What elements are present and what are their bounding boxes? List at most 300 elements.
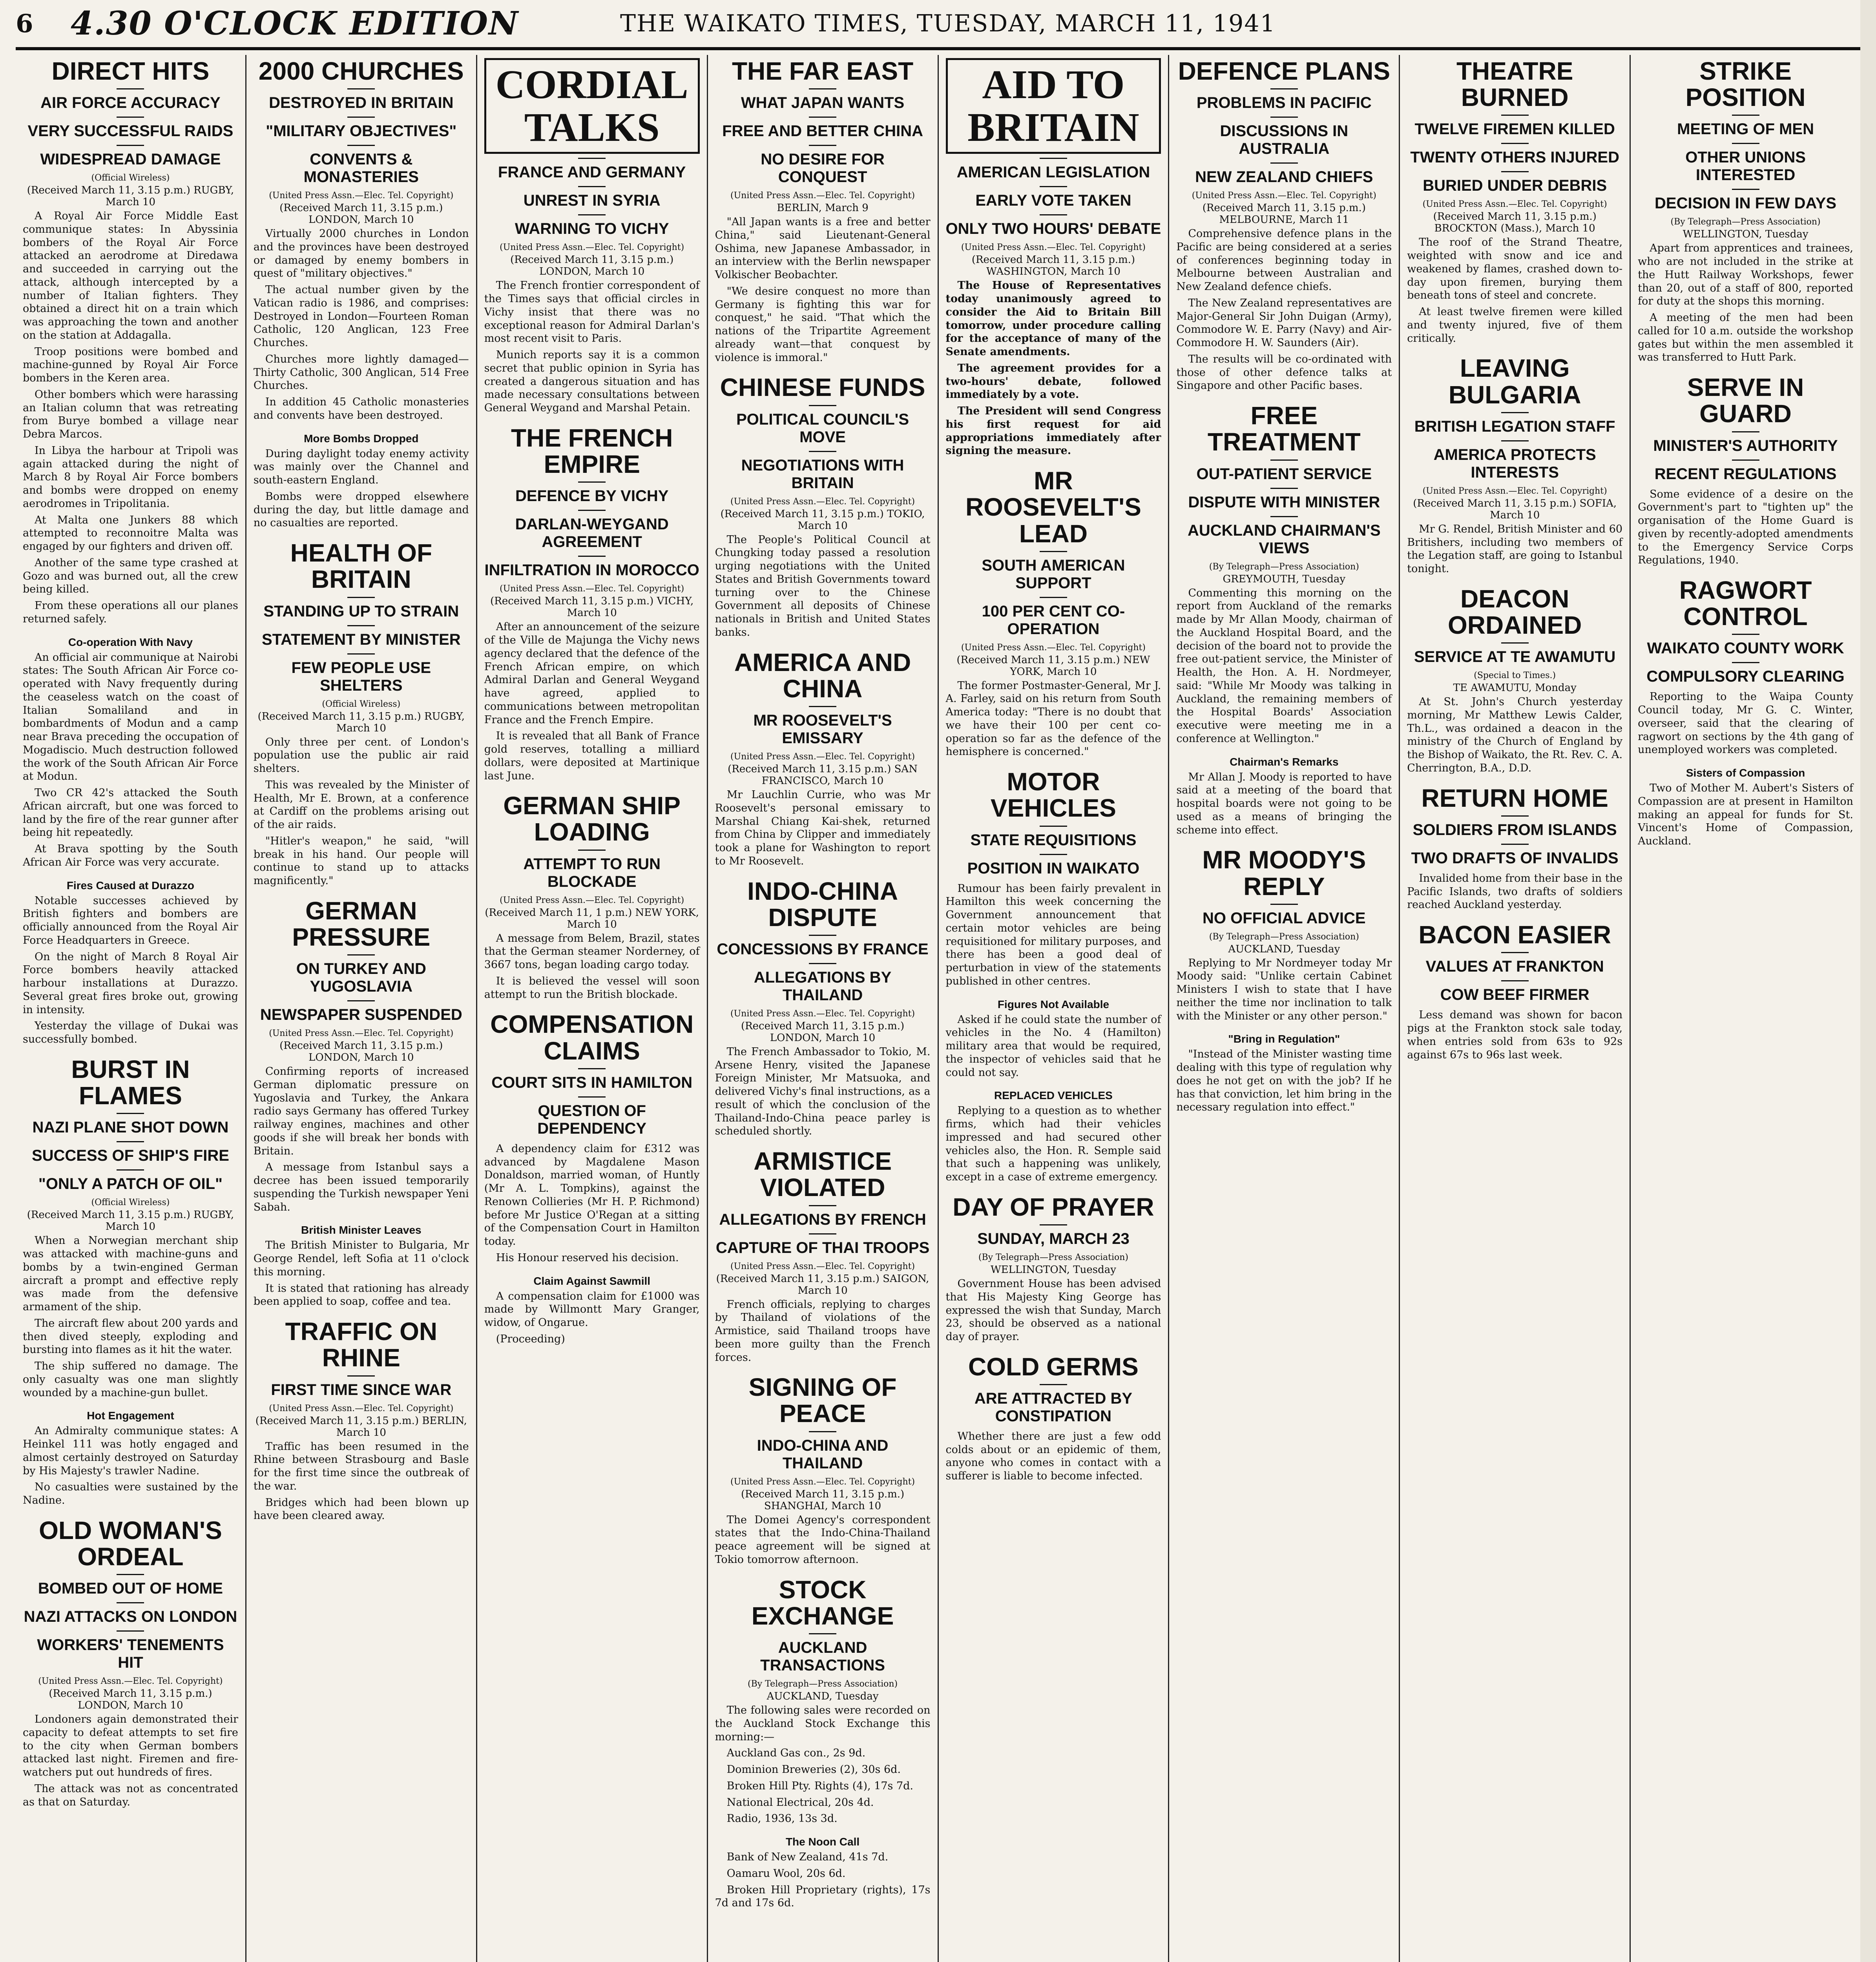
deck-headline: EARLY VOTE TAKEN — [975, 192, 1131, 210]
dateline: (Received March 11, 3.15 p.m.) BERLIN, March 10 — [255, 1415, 467, 1439]
dateline: (Received March 11, 3.15 p.m.) WASHINGTON, March 10 — [971, 254, 1135, 278]
paragraph: Churches more lightly damaged—Thirty Catholic, 300 Anglican, 514 Free Churches. — [253, 353, 469, 392]
paragraph: A meeting of the men had been called for 10 a.m. outside the workshop gates but within the men assembled it was transferred to Hutt Park. — [1638, 312, 1853, 364]
deck-rule — [1501, 412, 1529, 413]
deck-rule — [578, 158, 606, 159]
deck-headline: NO OFFICIAL ADVICE — [1203, 909, 1366, 927]
deck-rule — [578, 186, 606, 187]
wire-credit: (Special to Times.) — [1474, 671, 1556, 681]
paragraph: Munich reports say it is a common secret that public opinion in Syria has created a dangerous situation and has made necessary consultations between General Weygand and Marshal Petain. — [484, 349, 700, 414]
wire-credit: (Official Wireless) — [322, 699, 401, 709]
deck-headline: 100 PER CENT CO-OPERATION — [982, 602, 1125, 638]
story-section — [484, 1275, 700, 1346]
story — [1407, 586, 1622, 775]
deck-headline: CONCESSIONS BY FRANCE — [717, 940, 929, 958]
deck-headline: NEW ZEALAND CHIEFS — [1195, 168, 1373, 186]
deck-headline: NEGOTIATIONS WITH BRITAIN — [741, 456, 904, 492]
wire-credit: (United Press Assn.—Elec. Tel. Copyright) — [730, 1261, 915, 1271]
story-section — [946, 998, 1161, 1079]
deck-rule — [1040, 158, 1067, 159]
story-section — [254, 1224, 469, 1308]
wire-credit: (United Press Assn.—Elec. Tel. Copyright) — [730, 752, 915, 762]
column-8 — [1631, 55, 1860, 1962]
paragraph: This was revealed by the Minister of Health, Mr E. Brown, at a conference at Cardiff on the problems arising out of the air raids. — [253, 779, 469, 831]
dateline: (Received March 11, 3.15 p.m.) TOKIO, March 10 — [720, 508, 925, 532]
paragraph: The following sales were recorded on the Auckland Stock Exchange this morning:— — [715, 1704, 931, 1743]
story — [1638, 577, 1853, 757]
wire-credit: (Official Wireless) — [91, 173, 170, 183]
headline: RAGWORT CONTROL — [1679, 576, 1812, 631]
deck-rule — [1732, 634, 1759, 635]
wire-credit: (United Press Assn.—Elec. Tel. Copyright) — [961, 243, 1146, 253]
deck-rule — [1270, 904, 1298, 905]
paragraph: It is revealed that all Bank of France gold reserves, totalling a milliard dollars, were deposited at Martinique last June. — [484, 730, 700, 782]
deck-headline: DISPUTE WITH MINISTER — [1188, 493, 1380, 511]
deck-rule — [1732, 115, 1759, 116]
wire-credit: (United Press Assn.—Elec. Tel. Copyright) — [500, 584, 684, 594]
deck-headline: SUCCESS OF SHIP'S FIRE — [31, 1147, 229, 1165]
column-7 — [1400, 55, 1631, 1962]
headline: LEAVING BULGARIA — [1448, 354, 1581, 409]
paragraph: The former Postmaster-General, Mr J. A. Farley, said on his return from South America today: "There is no doubt that we have their 100 per cent co-operation so far as the defence of the hemisphere is concerned." — [945, 679, 1161, 758]
paragraph: French officials, replying to charges by Thailand of violations of the Armistice, said Thailand troops have been more guilty than the French forces. — [715, 1298, 931, 1364]
headline: THE FAR EAST — [732, 57, 914, 85]
deck-headline: STATE REQUISITIONS — [970, 831, 1137, 849]
story — [254, 58, 469, 422]
paragraph: Government House has been advised that His Majesty King George has expressed the wish that Sunday, March 23, should be observed as a national day of prayer. — [945, 1278, 1161, 1343]
deck-rule — [347, 88, 375, 89]
dateline: (Received March 11, 3.15 p.m.) LONDON, March 10 — [510, 254, 674, 278]
story-section — [1176, 1033, 1392, 1114]
deck-rule — [1501, 642, 1529, 644]
paragraph: After an announcement of the seizure of the Ville de Majunga the Vichy news agency declared that the defence of the French African empire, on which Admiral Darlan and General Weygand have agreed, applied to communications between metropolitan France and the French Empire. — [484, 621, 700, 726]
story — [715, 1148, 931, 1364]
paragraph: The actual number given by the Vatican radio is 1986, and comprises: Destroyed in London—Fourteen Roman Catholic, 120 Anglican, 123 Free Churches. — [253, 284, 469, 349]
wire-credit: (United Press Assn.—Elec. Tel. Copyright) — [730, 1008, 915, 1019]
deck-rule — [809, 963, 836, 964]
deck-headline: AMERICA PROTECTS INTERESTS — [1433, 446, 1596, 481]
headline: MOTOR VEHICLES — [990, 768, 1116, 822]
column-1 — [16, 55, 246, 1962]
deck-rule — [1501, 980, 1529, 981]
deck-rule — [578, 510, 606, 511]
paragraph: A compensation claim for £1000 was made by Willmontt Mary Granger, widow, of Ongarue. — [484, 1290, 700, 1329]
headline: DEFENCE PLANS — [1178, 57, 1391, 85]
deck-headline: DISCUSSIONS IN AUSTRALIA — [1220, 122, 1349, 158]
story — [1407, 58, 1622, 345]
paragraph: An official air communique at Nairobi states: The South African Air Force co-operated with Navy frequently during the ceaseless watch on the coast of Italian Somaliland and in bombardments of Modun and a camp near Brava preceding the occupation of Mogadiscio. Much destruction followed the work of the South African Air Force at Modun. — [23, 651, 238, 783]
dateline: (Received March 11, 3.15 p.m.) SOFIA, March 10 — [1413, 497, 1617, 521]
page-edge — [1860, 0, 1876, 1962]
deck-headline: STANDING UP TO STRAIN — [263, 602, 459, 620]
deck-headline: OUT-PATIENT SERVICE — [1196, 465, 1372, 483]
deck-rule — [809, 88, 836, 89]
deck-rule — [1270, 162, 1298, 164]
headline: FREE TREATMENT — [1207, 401, 1361, 456]
paragraph: A message from Istanbul says a decree has been issued temporarily suspending the Turkish newspaper Yeni Sabah. — [253, 1161, 469, 1213]
wire-credit: (By Telegraph—Press Association) — [1209, 562, 1359, 572]
dateline: (Received March 11, 3.15 p.m.) SAN FRANCISCO, March 10 — [728, 763, 918, 787]
deck-rule — [117, 1574, 144, 1575]
deck-headline: OTHER UNIONS INTERESTED — [1685, 149, 1806, 184]
deck-rule — [1040, 854, 1067, 855]
deck-headline: SOLDIERS FROM ISLANDS — [1412, 821, 1617, 839]
headline: BACON EASIER — [1418, 921, 1611, 949]
deck-headline: INDO-CHINA AND THAILAND — [757, 1437, 889, 1472]
deck-headline: FREE AND BETTER CHINA — [722, 122, 923, 140]
paragraph: "Instead of the Minister wasting time dealing with this type of regulation why does he not get on with the job? If he has that conviction, let him bring in the necessary regulation into effect." — [1176, 1048, 1392, 1114]
deck-headline: WHAT JAPAN WANTS — [741, 94, 905, 112]
deck-rule — [578, 1068, 606, 1069]
paragraph: Asked if he could state the number of vehicles in the No. 4 (Hamilton) military area that would be required, the inspector of vehicles said that he could not say. — [945, 1013, 1161, 1079]
paragraph: It is stated that rationing has already been applied to soap, coffee and tea. — [253, 1282, 469, 1308]
deck-rule — [578, 850, 606, 851]
paragraph: Invalided home from their base in the Pacific Islands, two drafts of soldiers reached Auckland yesterday. — [1407, 872, 1623, 911]
story — [484, 793, 700, 1001]
deck-rule — [578, 481, 606, 483]
paragraph: The ship suffered no damage. The only casualty was one man slightly wounded by a machine-gun bullet. — [23, 1360, 238, 1399]
paragraph: Virtually 2000 churches in London and the provinces have been destroyed or damaged by enemy bombers in quest of "military objectives." — [253, 228, 469, 280]
paragraph: Troop positions were bombed and machine-gunned by Royal Air Force bombers in the Keren area. — [23, 345, 238, 385]
paragraph: The New Zealand representatives are Major-General Sir John Duigan (Army), Commodore W. E. Parry (Navy) and Air-Commodore H. W. Saunders (Air). — [1176, 297, 1392, 349]
deck-rule — [117, 1630, 144, 1632]
paragraph: Oamaru Wool, 20s 6d. — [726, 1867, 846, 1880]
deck-rule — [809, 1233, 836, 1234]
headline: DAY OF PRAYER — [953, 1193, 1154, 1221]
deck-headline: "ONLY A PATCH OF OIL" — [38, 1175, 223, 1193]
paragraph: Bombs were dropped elsewhere during the day, but little damage and no casualties are reported. — [253, 490, 469, 529]
story — [946, 58, 1161, 458]
headline: DEACON ORDAINED — [1448, 584, 1582, 639]
deck-headline: FEW PEOPLE USE SHELTERS — [291, 659, 431, 694]
story-section — [1638, 767, 1853, 848]
deck-headline: BRITISH LEGATION STAFF — [1414, 418, 1615, 435]
headline: 2000 CHURCHES — [258, 57, 464, 85]
headline: COLD GERMS — [968, 1352, 1139, 1381]
story — [715, 1577, 931, 1825]
deck-headline: AUCKLAND TRANSACTIONS — [760, 1639, 885, 1674]
paragraph: Another of the same type crashed at Gozo and was burned out, all the crew being killed. — [23, 556, 238, 596]
paragraph: Mr G. Rendel, British Minister and 60 Britishers, including two members of the Legation staff, are going to Istanbul tonight. — [1407, 523, 1623, 575]
paragraph: The Domei Agency's correspondent states that the Indo-China-Thailand peace agreement will be signed at Tokio tomorrow afternoon. — [715, 1513, 931, 1566]
story-section — [715, 1836, 931, 1910]
headline: DIRECT HITS — [51, 57, 210, 85]
deck-rule — [1501, 815, 1529, 817]
wire-credit: (United Press Assn.—Elec. Tel. Copyright) — [730, 191, 915, 201]
headline: GERMAN PRESSURE — [292, 896, 431, 951]
dateline: AUCKLAND, Tuesday — [1228, 943, 1340, 955]
deck-headline: ALLEGATIONS BY FRENCH — [719, 1211, 926, 1228]
deck-headline: MR ROOSEVELT'S EMISSARY — [753, 712, 892, 747]
wire-credit: (Official Wireless) — [91, 1198, 170, 1208]
paragraph: On the night of March 8 Royal Air Force bombers heavily attacked harbour installations at Durazzo. Several great fires broke out, growing in intensity. — [23, 950, 238, 1016]
headline: SIGNING OF PEACE — [748, 1373, 897, 1428]
paragraph: The People's Political Council at Chungking today passed a resolution urging negotiations with the United States and British Governments toward turning over to the Chinese Government all deposits of Chinese nationals in British and United States banks. — [715, 533, 931, 638]
subheading: Co-operation With Navy — [68, 636, 193, 648]
column-3 — [477, 55, 708, 1962]
deck-headline: TWO DRAFTS OF INVALIDS — [1411, 849, 1619, 867]
deck-headline: SOUTH AMERICAN SUPPORT — [982, 556, 1125, 592]
deck-rule — [1040, 826, 1067, 827]
wire-credit: (United Press Assn.—Elec. Tel. Copyright) — [1422, 486, 1607, 496]
deck-headline: COMPULSORY CLEARING — [1646, 668, 1845, 686]
deck-rule — [117, 145, 144, 146]
paragraph: From these operations all our planes returned safely. — [23, 600, 238, 625]
story — [1638, 374, 1853, 567]
deck-rule — [347, 1375, 375, 1377]
paragraph: Replying to Mr Nordmeyer today Mr Moody said: "Unlike certain Cabinet Ministers I wish to state that I have neither the time nor inclination to talk with the Minister or any other person." — [1176, 957, 1392, 1022]
deck-rule — [117, 117, 144, 118]
paragraph: In Libya the harbour at Tripoli was again attacked during the night of March 8 by Royal Air Force bombers and bombs were dropped on enemy aerodromes in Tripolitania. — [23, 444, 238, 510]
column-2 — [246, 55, 477, 1962]
headline: RETURN HOME — [1421, 784, 1608, 812]
deck-headline: WARNING TO VICHY — [515, 220, 669, 238]
paragraph: Commenting this morning on the report from Auckland of the remarks made by Mr Allan Moody, chairman of the Auckland Hospital Board, and the decision of the board not to provide the free out-patient service, the Minister of Health, the Hon. A. H. Nordmeyer, said: "While Mr Moody was talking in Auckland, the remaining members of the Hospital Boards' Association executive were meeting me in a conference at Wellington." — [1176, 587, 1392, 745]
headline: GERMAN SHIP LOADING — [503, 791, 681, 846]
wire-credit: (United Press Assn.—Elec. Tel. Copyright) — [1192, 191, 1376, 201]
story — [1638, 58, 1853, 364]
deck-headline: NO DESIRE FOR CONQUEST — [761, 151, 885, 186]
dateline: GREYMOUTH, Tuesday — [1223, 573, 1346, 585]
dateline: (Received March 11, 3.15 p.m.) VICHY, March 10 — [490, 595, 694, 619]
deck-rule — [1501, 440, 1529, 441]
dateline: WELLINGTON, Tuesday — [1683, 228, 1808, 241]
deck-headline: CAPTURE OF THAI TROOPS — [715, 1239, 930, 1256]
paragraph: The House of Representatives today unanimously agreed to consider the Aid to Britain Bill tomorrow, under procedure calling for the acceptance of many of the Senate amendments. — [945, 279, 1161, 358]
dateline: (Received March 11, 1 p.m.) NEW YORK, March 10 — [485, 906, 699, 930]
story-section — [946, 1089, 1161, 1184]
paragraph: Bridges which had been blown up have been cleared away. — [253, 1496, 469, 1522]
deck-rule — [347, 145, 375, 146]
deck-headline: ONLY TWO HOURS' DEBATE — [945, 220, 1161, 238]
deck-rule — [117, 1141, 144, 1142]
headline: HEALTH OF BRITAIN — [290, 539, 433, 594]
deck-rule — [1270, 488, 1298, 489]
paragraph: National Electrical, 20s 4d. — [726, 1796, 874, 1809]
story — [23, 1517, 238, 1809]
deck-headline: TWENTY OTHERS INJURED — [1410, 149, 1619, 166]
paragraph: Londoners again demonstrated their capacity to defeat attempts to set fire to the city when German bombers attacked last night. Firemen and fire-watchers put out hundreds of fires. — [23, 1713, 238, 1779]
columns — [16, 55, 1860, 1962]
story — [1407, 922, 1622, 1061]
paragraph: The results will be co-ordinated with those of other defence talks at Singapore and other Pacific bases. — [1176, 353, 1392, 392]
headline: STRIKE POSITION — [1685, 57, 1806, 112]
paragraph: "Hitler's weapon," he said, "will break in his hand. Our people will continue to stand up to attacks magnificently." — [253, 835, 469, 887]
story — [484, 425, 700, 782]
deck-rule — [1501, 844, 1529, 845]
deck-rule — [1040, 1384, 1067, 1385]
paragraph: Auckland Gas con., 2s 9d. — [726, 1747, 866, 1760]
paragraph: Two CR 42's attacked the South African aircraft, but one was forced to land by the fire of the rear gunner after being hit repeatedly. — [23, 787, 238, 839]
dateline: (Received March 11, 3.15 p.m.) BROCKTON (Mass.), March 10 — [1433, 211, 1597, 235]
headline: INDO-CHINA DISPUTE — [747, 877, 898, 932]
paragraph: Mr Allan J. Moody is reported to have said at a meeting of the board that hospital boards were not going to be used as a means of bringing the scheme into effect. — [1176, 771, 1392, 836]
paragraph: Dominion Breweries (2), 30s 6d. — [726, 1763, 901, 1776]
deck-headline: ARE ATTRACTED BY CONSTIPATION — [974, 1389, 1133, 1425]
story-section — [254, 432, 469, 530]
dateline: (Received March 11, 3.15 p.m.) LONDON, March 10 — [49, 1688, 212, 1712]
story — [23, 1056, 238, 1399]
deck-rule — [1732, 662, 1759, 663]
deck-rule — [1040, 1224, 1067, 1225]
paragraph: Yesterday the village of Dukai was successfully bombed. — [23, 1020, 238, 1046]
paragraph: It is believed the vessel will soon attempt to run the British blockade. — [484, 975, 700, 1001]
paragraph: When a Norwegian merchant ship was attacked with machine-guns and bombs by a twin-engined German aircraft a prompt and effective reply was made from the defensive armament of the ship. — [23, 1234, 238, 1313]
paragraph: At Malta one Junkers 88 which attempted to reconnoitre Malta was engaged by our fighters and driven off. — [23, 514, 238, 553]
dateline: (Received March 11, 3.15 p.m.) LONDON, March 10 — [279, 1040, 443, 1064]
story — [1176, 403, 1392, 745]
paragraph: No casualties were sustained by the Nadine. — [23, 1481, 238, 1507]
deck-rule — [1270, 516, 1298, 517]
deck-headline: SERVICE AT TE AWAMUTU — [1414, 648, 1616, 666]
paragraph: The agreement provides for a two-hours' debate, followed immediately by a vote. — [945, 362, 1161, 401]
headline: BURST IN FLAMES — [71, 1055, 190, 1110]
deck-headline: WORKERS' TENEMENTS HIT — [37, 1636, 224, 1672]
paragraph: Broken Hill Pty. Rights (4), 17s 7d. — [726, 1780, 913, 1792]
deck-rule — [1732, 431, 1759, 432]
story — [254, 540, 469, 888]
deck-rule — [1501, 143, 1529, 144]
deck-rule — [809, 405, 836, 406]
paragraph: Rumour has been fairly prevalent in Hamilton this week concerning the Government announcement that certain motor vehicles are being requisitioned for military purposes, and there has been a good deal of perturbation in view of the statements published in other centres. — [945, 882, 1161, 987]
story — [1407, 785, 1622, 912]
deck-rule — [117, 88, 144, 89]
newspaper-title: THE WAIKATO TIMES, TUESDAY, MARCH 11, 1941 — [620, 10, 1276, 37]
deck-rule — [1732, 189, 1759, 190]
wire-credit: (By Telegraph—Press Association) — [978, 1253, 1129, 1262]
paragraph: During daylight today enemy activity was mainly over the Channel and south-eastern England. — [253, 447, 469, 487]
headline: MR MOODY'S REPLY — [1202, 846, 1366, 901]
subheading: Figures Not Available — [997, 998, 1110, 1010]
paragraph: Whether there are just a few odd colds about or an epidemic of them, anyone who comes in contact with a sufferer is liable to become infected. — [945, 1430, 1161, 1482]
deck-rule — [1270, 460, 1298, 461]
headline: THE FRENCH EMPIRE — [511, 423, 673, 479]
headline: COMPENSATION CLAIMS — [490, 1010, 694, 1065]
story — [1176, 847, 1392, 1023]
wire-credit: (United Press Assn.—Elec. Tel. Copyright) — [1422, 199, 1607, 210]
wire-credit: (United Press Assn.—Elec. Tel. Copyright) — [269, 191, 454, 201]
paragraph: At Brava spotting by the South African Air Force was very accurate. — [23, 843, 238, 868]
deck-rule — [809, 451, 836, 452]
column-4 — [708, 55, 939, 1962]
wire-credit: (United Press Assn.—Elec. Tel. Copyright) — [500, 895, 684, 905]
deck-rule — [809, 935, 836, 936]
paragraph: A dependency claim for £312 was advanced by Magdalene Mason Donaldson, married woman, of Huntly (Mr A. L. Tompkins), against the Renown Collieries (Mr H. P. Richmond) before Mr Justice O'Regan at a sitting of the Compensation Court in Hamilton today. — [484, 1142, 700, 1247]
deck-rule — [1040, 597, 1067, 598]
paragraph: Apart from apprentices and trainees, who are not included in the strike at the Hutt Railway Workshops, fewer than 20, out of a staff of 800, reported for duty at the shops this morning. — [1638, 242, 1853, 308]
deck-headline: PROBLEMS IN PACIFIC — [1196, 94, 1372, 112]
dateline: (Received March 11, 3.15 p.m.) RUGBY, March 10 — [27, 184, 234, 208]
headline: THEATRE BURNED — [1456, 57, 1573, 112]
story-section — [23, 636, 238, 869]
paragraph: The British Minister to Bulgaria, Mr George Rendel, left Sofia at 11 o'clock this morning. — [253, 1239, 469, 1278]
deck-headline: WAIKATO COUNTY WORK — [1647, 640, 1844, 657]
deck-rule — [347, 954, 375, 955]
story — [715, 649, 931, 868]
deck-rule — [578, 556, 606, 557]
wire-credit: (United Press Assn.—Elec. Tel. Copyright) — [269, 1403, 454, 1413]
story — [254, 1318, 469, 1523]
paragraph: A message from Belem, Brazil, states that the German steamer Norderney, of 3667 tons, began loading cargo today. — [484, 932, 700, 971]
dateline: (Received March 11, 3.15 p.m.) NEW YORK, March 10 — [956, 654, 1150, 678]
story — [1407, 355, 1622, 575]
headline: MR ROOSEVELT'S LEAD — [965, 467, 1141, 548]
deck-headline: CONVENTS & MONASTERIES — [303, 151, 419, 186]
paragraph: Comprehensive defence plans in the Pacific are being considered at a series of conferences beginning today in Melbourne between Australian and New Zealand defence chiefs. — [1176, 228, 1392, 293]
deck-rule — [1732, 143, 1759, 144]
story — [946, 1194, 1161, 1344]
deck-headline: NAZI PLANE SHOT DOWN — [32, 1119, 229, 1136]
dateline: (Received March 11, 3.15 p.m.) RUGBY, March 10 — [257, 710, 465, 734]
deck-rule — [347, 625, 375, 626]
paragraph: Two of Mother M. Aubert's Sisters of Compassion are at present in Hamilton making an appeal for funds for St. Vincent's Home of Compassion, Auckland. — [1638, 782, 1853, 848]
wire-credit: (United Press Assn.—Elec. Tel. Copyright) — [500, 243, 684, 253]
paragraph: The roof of the Strand Theatre, weighted with snow and ice and weakened by flames, crashed down to-day upon firemen, burying them beneath tons of steel and concrete. — [1407, 236, 1623, 302]
paragraph: Reporting to the Waipa County Council today, Mr G. C. Winter, overseer, said that the clearing of ragwort on sections by the 4th gang of unemployed workers was completed. — [1638, 691, 1853, 756]
deck-headline: NAZI ATTACKS ON LONDON — [24, 1608, 237, 1626]
deck-headline: TWELVE FIREMEN KILLED — [1414, 120, 1615, 138]
paragraph: The aircraft flew about 200 yards and then dived steeply, exploding and bursting into flames as it hit the water. — [23, 1317, 238, 1356]
story — [715, 374, 931, 639]
deck-rule — [1501, 171, 1529, 172]
deck-rule — [347, 117, 375, 118]
column-6 — [1169, 55, 1400, 1962]
paragraph: Mr Lauchlin Currie, who was Mr Roosevelt's personal emissary to Marshal Chiang Kai-shek, returned from China by Clipper and immediately took a plane for Washington to report to Mr Roosevelt. — [715, 789, 931, 867]
wire-credit: (By Telegraph—Press Association) — [1209, 932, 1359, 942]
deck-headline: FIRST TIME SINCE WAR — [271, 1381, 452, 1399]
subheading: REPLACED VEHICLES — [994, 1089, 1113, 1102]
dateline: WELLINGTON, Tuesday — [990, 1264, 1116, 1276]
deck-headline: ON TURKEY AND YUGOSLAVIA — [296, 960, 426, 996]
story-section — [23, 879, 238, 1046]
wire-credit: (United Press Assn.—Elec. Tel. Copyright) — [730, 1477, 915, 1487]
deck-rule — [117, 1113, 144, 1114]
deck-headline: COW BEEF FIRMER — [1440, 986, 1589, 1004]
deck-rule — [117, 1169, 144, 1171]
deck-rule — [578, 214, 606, 215]
paragraph: The attack was not as concentrated as that on Saturday. — [23, 1782, 238, 1808]
deck-headline: NEWSPAPER SUSPENDED — [260, 1006, 462, 1024]
deck-headline: UNREST IN SYRIA — [523, 192, 661, 210]
story-section — [1176, 756, 1392, 837]
deck-headline: COURT SITS IN HAMILTON — [491, 1074, 693, 1091]
deck-rule — [347, 597, 375, 598]
paragraph: At least twelve firemen were killed and twenty injured, five of them critically. — [1407, 306, 1623, 345]
deck-headline: MEETING OF MEN — [1677, 120, 1814, 138]
wire-credit: (United Press Assn.—Elec. Tel. Copyright) — [38, 1676, 223, 1687]
paragraph: Only three per cent. of London's population use the public air raid shelters. — [253, 736, 469, 775]
story — [946, 769, 1161, 988]
paragraph: Radio, 1936, 13s 3d. — [726, 1812, 838, 1825]
dateline: BERLIN, March 9 — [777, 202, 869, 214]
headline: TRAFFIC ON RHINE — [285, 1317, 438, 1372]
paragraph: In addition 45 Catholic monasteries and convents have been destroyed. — [253, 396, 469, 421]
wire-credit: (United Press Assn.—Elec. Tel. Copyright) — [961, 642, 1146, 653]
deck-headline: STATEMENT BY MINISTER — [261, 631, 461, 648]
deck-headline: AIR FORCE ACCURACY — [40, 94, 221, 112]
deck-rule — [1270, 88, 1298, 89]
subheading: Sisters of Compassion — [1686, 767, 1805, 779]
deck-headline: VALUES AT FRANKTON — [1425, 958, 1604, 976]
deck-headline: RECENT REGULATIONS — [1654, 465, 1837, 483]
edition-label: 4.30 O'CLOCK EDITION — [71, 5, 519, 42]
deck-headline: INFILTRATION IN MOROCCO — [484, 562, 699, 579]
paragraph: The French frontier correspondent of the Times says that official circles in Vichy insist that there was no exceptional reason for Admiral Darlan's most recent visit to Paris. — [484, 279, 700, 345]
paragraph: (Proceeding) — [496, 1333, 565, 1345]
deck-headline: ALLEGATIONS BY THAILAND — [754, 968, 892, 1004]
paragraph: The President will send Congress his first request for aid appropriations immediately after signing the measure. — [945, 405, 1161, 457]
story-section — [23, 1410, 238, 1507]
